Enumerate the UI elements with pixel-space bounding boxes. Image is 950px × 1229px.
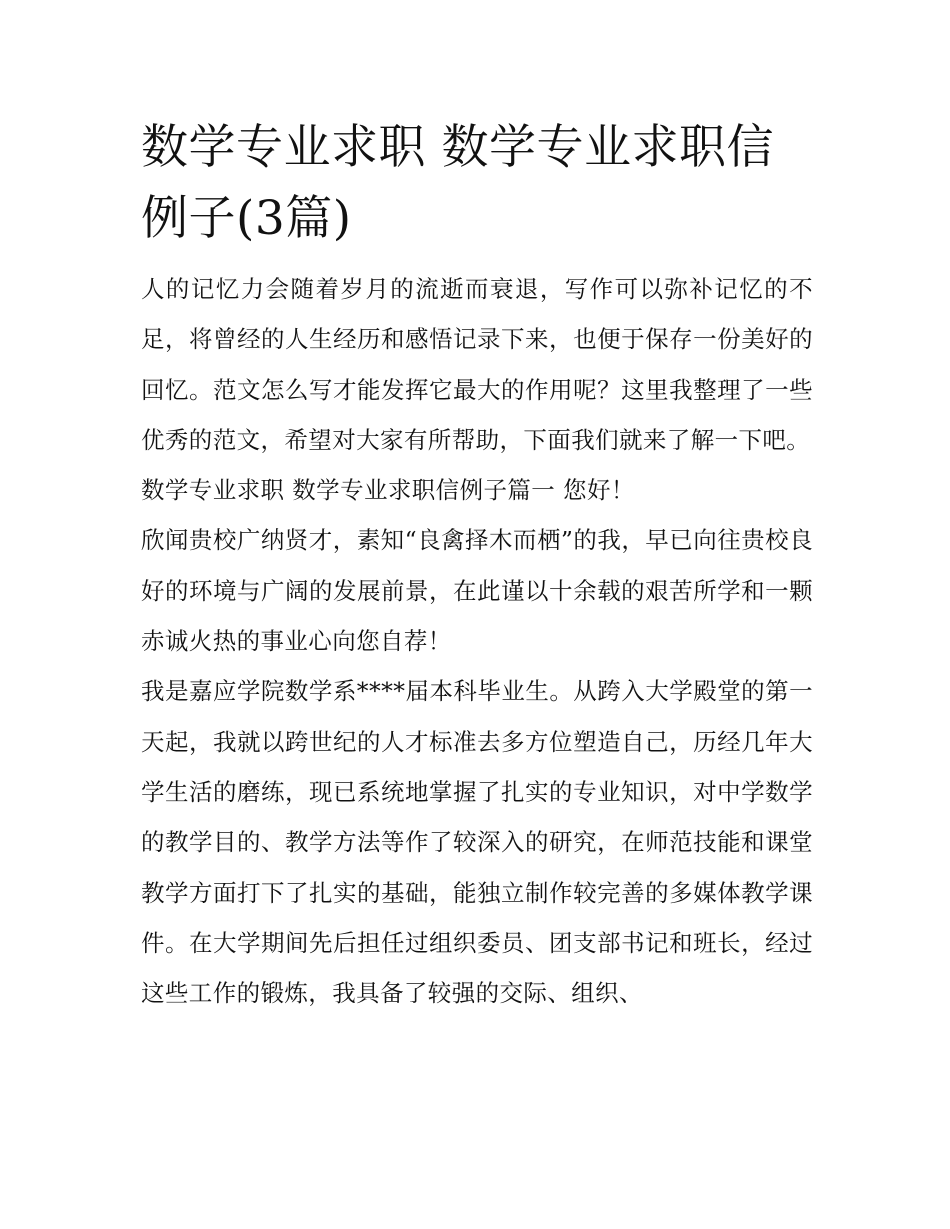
document-body — [141, 112, 813, 1018]
document-title: 数学专业求职 数学专业求职信例子(3篇) — [141, 120, 774, 246]
paragraph-intro: 人的记忆力会随着岁月的流逝而衰退，写作可以弥补记忆的不足，将曾经的人生经历和感悟记录下来，也便于保存一份美好的回忆。范文怎么写才能发挥它最大的作用呢？这里我整理了一些优秀的范文，希望对大家有所帮助，下面我们就来了解一下吧。 — [141, 275, 813, 454]
paragraph-motivation: 欣闻贵校广纳贤才，素知“良禽择木而栖”的我，早已向往贵校良好的环境与广阔的发展前景，在此谨以十余载的艰苦所学和一颗赤诚火热的事业心向您自荐！ — [141, 526, 813, 656]
paragraph-self-introduction: 我是嘉应学院数学系****届本科毕业生。从跨入大学殿堂的第一天起，我就以跨世纪的人才标准去多方位塑造自己，历经几年大学生活的磨练，现已系统地掌握了扎实的专业知识，对中学数学的教学目的、教学方法等作了较深入的研究，在师范技能和课堂教学方面打下了扎实的基础，能独立制作较完善的多媒体教学课件。在大学期间先后担任过组织委员、团支部书记和班长，经过这些工作的锻炼，我具备了较强的交际、组织、 — [141, 677, 813, 1008]
paragraph-greeting: 数学专业求职 数学专业求职信例子篇一 您好！ — [141, 476, 635, 505]
